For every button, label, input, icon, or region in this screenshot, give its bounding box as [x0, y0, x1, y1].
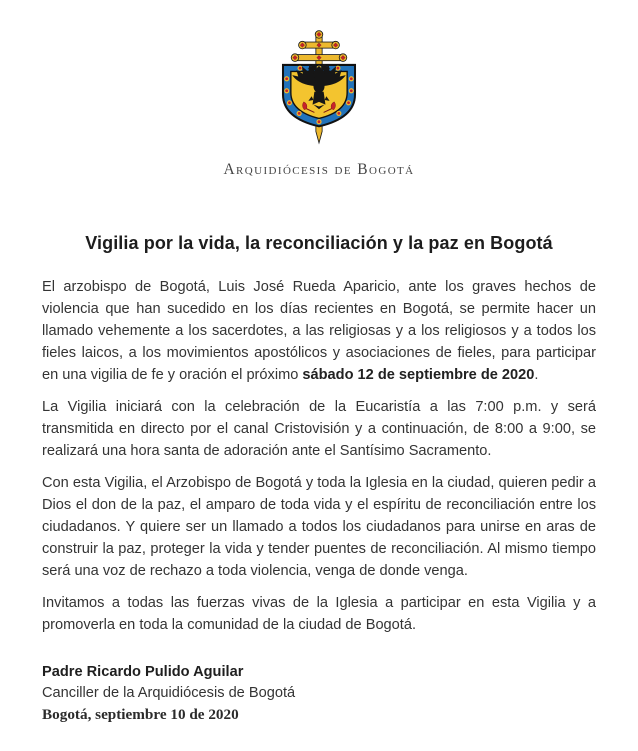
paragraph-2: La Vigilia iniciará con la celebración de la Eucaristía a las 7:00 p.m. y será transmitida en directo por el canal Cristovisión y a continuación, de 8:00 a 9:00, se realizará una hora santa de adoración ante el Santísimo Sacramento. — [42, 399, 596, 459]
archdiocese-crest-icon — [271, 24, 367, 152]
document-body — [42, 276, 596, 636]
paragraph-1-text: El arzobispo de Bogotá, Luis José Rueda Aparicio, ante los graves hechos de violencia que han sucedido en los días recientes en Bogotá, se permite hacer un llamado vehemente a los sacerdotes, a las religiosas y a los religiosos y a todos los fieles laicos, a los movimientos apostólicos y asociaciones de fieles, para participar en una vigilia de fe y oración el próximo — [42, 279, 596, 383]
signature-dateline: Bogotá, septiembre 10 de 2020 — [42, 706, 239, 723]
paragraph-4: Invitamos a todas las fuerzas vivas de la Iglesia a participar en esta Vigilia y a promoverla en toda la comunidad de la ciudad de Bogotá. — [42, 595, 596, 633]
paragraph-1-end: . — [534, 367, 539, 383]
vigil-date-bold: sábado 12 de septiembre de 2020 — [302, 367, 535, 383]
logo-wordmark: Arquidiócesis de Bogotá — [223, 161, 415, 178]
signer-role: Canciller de la Arquidiócesis de Bogotá — [42, 685, 296, 701]
signature-block — [42, 662, 596, 725]
document-title: Vigilia por la vida, la reconciliación y la paz en Bogotá — [85, 233, 553, 253]
letterhead — [0, 0, 638, 179]
signer-name: Padre Ricardo Pulido Aguilar — [42, 664, 244, 680]
paragraph-1 — [42, 276, 596, 386]
paragraph-3: Con esta Vigilia, el Arzobispo de Bogotá y toda la Iglesia en la ciudad, quieren pedir a Dios el don de la paz, el amparo de toda vida y el espíritu de reconciliación entre los ciudadanos. Y quiere ser un llamado a todos los ciudadanos para unirse en aras de construir la paz, proteger la vida y tender puentes de reconciliación. Al mismo tiempo será una voz de rechazo a toda violencia, venga de donde venga. — [42, 475, 596, 579]
